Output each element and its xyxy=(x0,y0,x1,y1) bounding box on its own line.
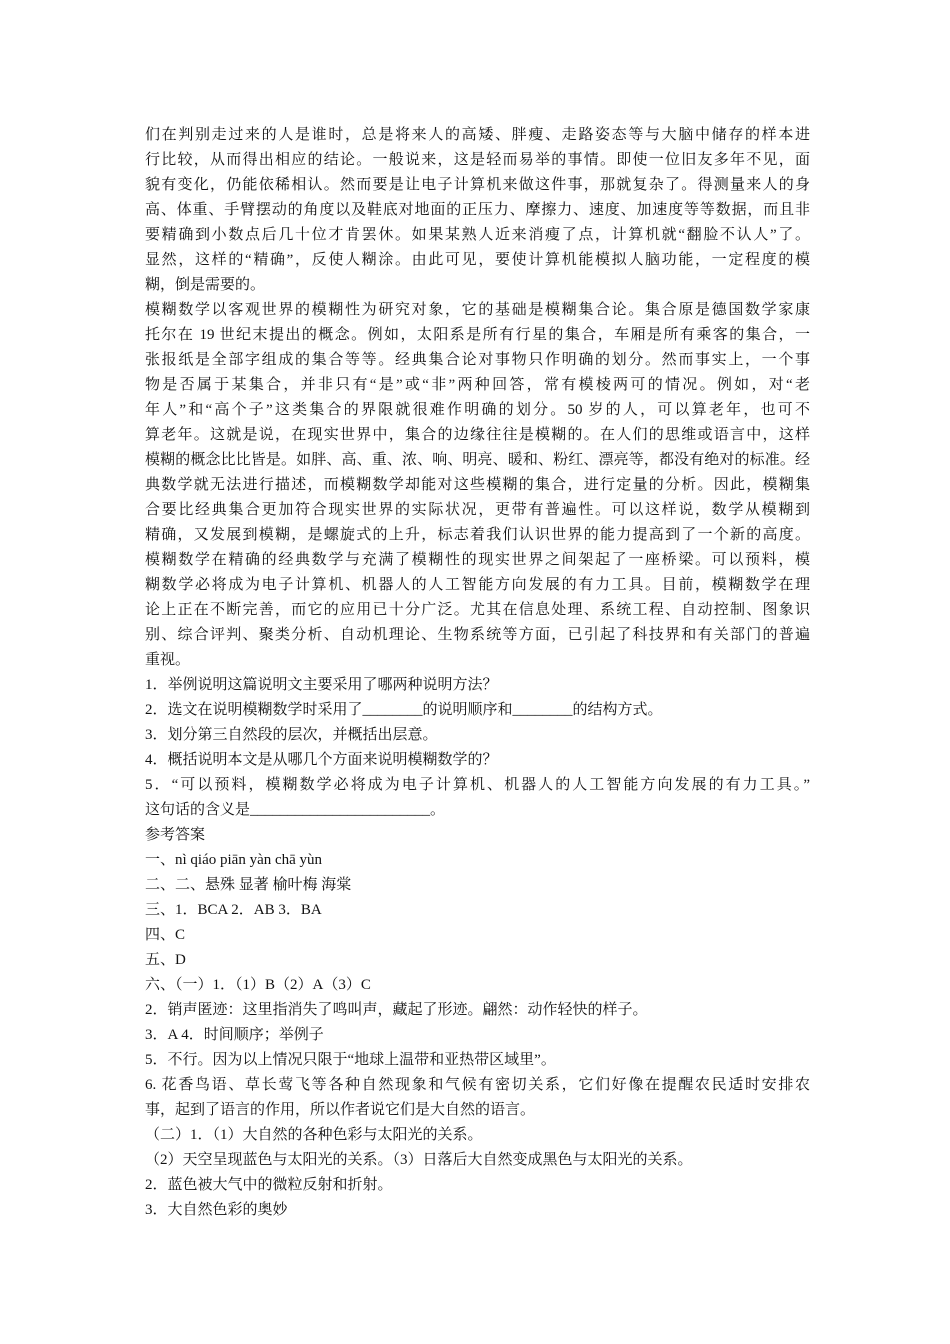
answer-line: 二、二、悬殊 显著 榆叶梅 海棠 xyxy=(145,877,352,893)
paragraph-line: 张报纸是全部字组成的集合等等。经典集合论对事物只作明确的划分。然而事实上，一个事 xyxy=(145,352,810,368)
paragraph-line: 模糊数学以客观世界的模糊性为研究对象，它的基础是模糊集合论。集合原是德国数学家康 xyxy=(145,302,810,318)
paragraph-line: 别、综合评判、聚类分析、自动机理论、生物系统等方面，已引起了科技界和有关部门的普遍 xyxy=(145,627,810,643)
question-item-5-continued: 这句话的含义是________________________。 xyxy=(145,802,446,818)
question-item-5: 5．“可以预料，模糊数学必将成为电子计算机、机器人的人工智能方向发展的有力工具。” xyxy=(145,777,810,793)
question-item-1: 1．举例说明这篇说明文主要采用了哪两种说明方法？ xyxy=(145,677,498,693)
paragraph-line: 糊数学必将成为电子计算机、机器人的人工智能方向发展的有力工具。目前，模糊数学在理 xyxy=(145,577,810,593)
paragraph-line: 模糊的概念比比皆是。如胖、高、重、浓、响、明亮、暖和、粉红、漂亮等，都没有绝对的标准。经 xyxy=(145,452,810,468)
answer-line: 一、nì qiáo piān yàn chā yùn xyxy=(145,852,323,868)
paragraph-line: 行比较，从而得出相应的结论。一般说来，这是轻而易举的事情。即使一位旧友多年不见，面 xyxy=(145,152,810,168)
answer-line: 事，起到了语言的作用，所以作者说它们是大自然的语言。 xyxy=(145,1102,536,1118)
answer-line: 五、D xyxy=(145,952,186,968)
paragraph-line: 年人”和“高个子”这类集合的界限就很难作明确的划分。50 岁的人，可以算老年，也可不 xyxy=(145,402,810,418)
article-paragraph-1 xyxy=(145,123,810,298)
paragraph-line: 论上正在不断完善，而它的应用已十分广泛。尤其在信息处理、系统工程、自动控制、图象识 xyxy=(145,602,810,618)
article-paragraph-2 xyxy=(145,298,810,548)
answer-line: （二）1．（1）大自然的各种色彩与太阳光的关系。 xyxy=(145,1127,483,1143)
paragraph-line: 糊，倒是需要的。 xyxy=(145,277,266,293)
paragraph-line: 托尔在 19 世纪末提出的概念。例如，太阳系是所有行星的集合，车厢是所有乘客的集合，一 xyxy=(145,327,810,343)
paragraph-line: 合要比经典集合更加符合现实世界的实际状况，更带有普遍性。可以这样说，数学从模糊到 xyxy=(145,502,810,518)
answer-line: 六、（一）1．（1）B（2）A（3）C xyxy=(145,977,371,993)
answer-section xyxy=(145,823,810,1223)
answer-heading: 参考答案 xyxy=(145,827,206,843)
document-page xyxy=(145,123,810,1223)
paragraph-line: 精确，又发展到模糊，是螺旋式的上升，标志着我们认识世界的能力提高到了一个新的高度。 xyxy=(145,527,810,543)
answer-line: 三、1．BCA 2．AB 3．BA xyxy=(145,902,322,918)
paragraph-line: 重视。 xyxy=(145,652,191,668)
answer-line: 2．销声匿迹：这里指消失了鸣叫声，藏起了形迹。翩然：动作轻快的样子。 xyxy=(145,1002,648,1018)
paragraph-line: 高、体重、手臂摆动的角度以及鞋底对地面的正压力、摩擦力、速度、加速度等等数据，而且非 xyxy=(145,202,810,218)
paragraph-line: 们在判别走过来的人是谁时，总是将来人的高矮、胖瘦、走路姿态等与大脑中储存的样本进 xyxy=(145,127,810,143)
paragraph-line: 要精确到小数点后几十位才肯罢休。如果某熟人近来消瘦了点，计算机就“翻脸不认人”了。 xyxy=(145,227,810,243)
paragraph-line: 物是否属于某集合，并非只有“是”或“非”两种回答，常有模棱两可的情况。例如，对“老 xyxy=(145,377,810,393)
answer-line: （2）天空呈现蓝色与太阳光的关系。（3）日落后大自然变成黑色与太阳光的关系。 xyxy=(145,1152,693,1168)
article-paragraph-3 xyxy=(145,548,810,673)
paragraph-line: 典数学就无法进行描述，而模糊数学却能对这些模糊的集合，进行定量的分析。因此，模糊集 xyxy=(145,477,810,493)
answer-line: 3．A 4．时间顺序；举例子 xyxy=(145,1027,324,1043)
question-item-2: 2．选文在说明模糊数学时采用了________的说明顺序和________的结构方式。 xyxy=(145,702,663,718)
answer-line: 3．大自然色彩的奥妙 xyxy=(145,1202,288,1218)
answer-line: 2．蓝色被大气中的微粒反射和折射。 xyxy=(145,1177,393,1193)
answer-line: 6. 花香鸟语、草长莺飞等各种自然现象和气候有密切关系，它们好像在提醒农民适时安排农 xyxy=(145,1077,810,1093)
question-list xyxy=(145,673,810,823)
paragraph-line: 貌有变化，仍能依稀相认。然而要是让电子计算机来做这件事，那就复杂了。得测量来人的身 xyxy=(145,177,810,193)
answer-line: 四、C xyxy=(145,927,186,943)
paragraph-line: 显然，这样的“精确”，反使人糊涂。由此可见，要使计算机能模拟人脑功能，一定程度的模 xyxy=(145,252,810,268)
paragraph-line: 算老年。这就是说，在现实世界中，集合的边缘往往是模糊的。在人们的思维或语言中，这样 xyxy=(145,427,810,443)
answer-line: 5．不行。因为以上情况只限于“地球上温带和亚热带区域里”。 xyxy=(145,1052,556,1068)
question-item-4: 4．概括说明本文是从哪几个方面来说明模糊数学的？ xyxy=(145,752,498,768)
paragraph-line: 模糊数学在精确的经典数学与充满了模糊性的现实世界之间架起了一座桥梁。可以预料，模 xyxy=(145,552,810,568)
question-item-3: 3．划分第三自然段的层次，并概括出层意。 xyxy=(145,727,438,743)
